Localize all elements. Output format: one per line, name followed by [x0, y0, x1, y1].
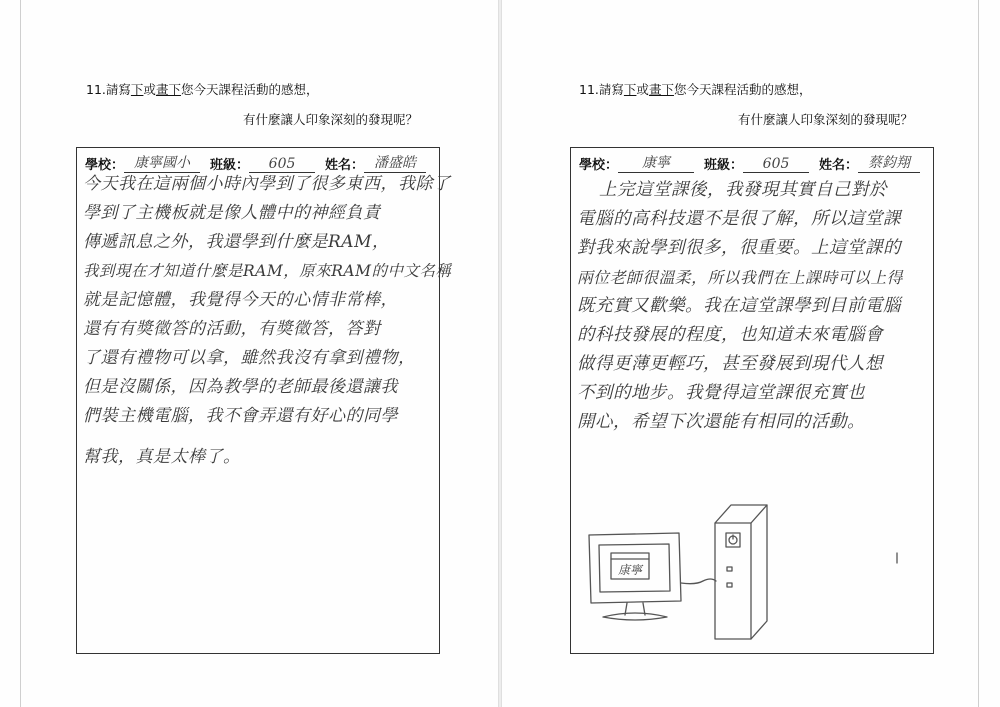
right-name-value: 蔡鈞翔	[858, 152, 920, 173]
monitor-drawing-text: 康寧	[617, 563, 643, 577]
left-handwritten-text	[83, 170, 451, 472]
question-text: 或	[143, 82, 156, 97]
question-text: 您今天課程活動的感想，	[673, 82, 812, 97]
question-draw-word: 畫下	[648, 82, 674, 97]
tower-side	[751, 505, 767, 639]
class-label: 班級：	[704, 158, 744, 173]
left-question-line1	[86, 80, 318, 98]
handwritten-line: 上完這堂課後，我發現其實自己對於	[599, 180, 887, 200]
school-label: 學校：	[579, 158, 619, 173]
question-draw-word: 畫下	[155, 82, 181, 97]
name-label: 姓名：	[325, 158, 365, 173]
right-question-line2: 有什麼讓人印象深刻的發現呢？	[738, 112, 914, 127]
handwritten-line: 電腦的高科技還不是很了解，所以這堂課	[577, 209, 901, 229]
left-question-line2: 有什麼讓人印象深刻的發現呢？	[243, 112, 419, 127]
handwritten-line: 既充實又歡樂。我在這堂課學到目前電腦	[577, 296, 901, 316]
question-number: 11.	[579, 82, 599, 97]
page-fold	[498, 0, 502, 707]
handwritten-line: 開心，希望下次還能有相同的活動。	[577, 412, 865, 432]
question-text: 請寫	[598, 82, 624, 97]
left-answer-box	[76, 147, 452, 654]
tower-front	[715, 523, 751, 639]
name-label: 姓名：	[819, 158, 859, 173]
handwritten-line: 做得更薄更輕巧，甚至發展到現代人想	[577, 354, 883, 374]
monitor-base	[603, 613, 667, 620]
question-write-word: 下	[130, 82, 144, 97]
right-school-value: 康寧	[618, 152, 694, 173]
handwritten-line: 我到現在才知道什麼是RAM，原來RAM的中文名稱	[83, 262, 452, 280]
handwritten-line: 的科技發展的程度，也知道未來電腦會	[577, 325, 883, 345]
handwritten-line: 今天我在這兩個小時內學到了很多東西，我除了	[83, 174, 451, 194]
handwritten-line: 學到了主機板就是像人體中的神經負責	[83, 203, 381, 223]
question-text: 請寫	[105, 82, 131, 97]
question-text: 您今天課程活動的感想，	[180, 82, 319, 97]
right-handwritten-text	[577, 176, 903, 437]
handwritten-line: 們裝主機電腦，我不會弄還有好心的同學	[83, 406, 398, 426]
school-label: 學校：	[85, 158, 125, 173]
handwritten-line: 但是沒關係，因為教學的老師最後還讓我	[83, 377, 398, 397]
left-school-value: 康寧國小	[124, 152, 200, 173]
left-class-value: 605	[249, 156, 315, 173]
right-question-line1	[579, 80, 811, 98]
cable	[681, 579, 716, 584]
handwritten-line: 對我來說學到很多，很重要。上這堂課的	[577, 238, 901, 258]
left-page-edge	[20, 0, 21, 707]
left-name-value: 潘盛皓	[364, 152, 426, 173]
handwritten-line: 就是記憶體，我覺得今天的心情非常棒，	[83, 290, 398, 310]
right-header	[579, 152, 920, 173]
right-class-value: 605	[743, 156, 809, 173]
handwritten-line: 幫我，真是太棒了。	[83, 447, 241, 467]
handwritten-line: 傳遞訊息之外，我還學到什麼是RAM，	[83, 232, 390, 252]
handwritten-line: 不到的地步。我覺得這堂課很充實也	[577, 383, 865, 403]
right-page-edge	[978, 0, 979, 707]
tower-top	[715, 505, 767, 523]
handwritten-line: 兩位老師很溫柔，所以我們在上課時可以上得	[577, 268, 903, 287]
question-number: 11.	[86, 82, 106, 97]
class-label: 班級：	[210, 158, 250, 173]
handwritten-line: 了還有禮物可以拿，雖然我沒有拿到禮物，	[83, 348, 416, 368]
right-answer-box	[570, 147, 934, 654]
question-write-word: 下	[623, 82, 637, 97]
computer-drawing	[581, 493, 926, 648]
handwritten-line: 還有有獎徵答的活動，有獎徵答，答對	[83, 319, 381, 339]
question-text: 或	[636, 82, 649, 97]
